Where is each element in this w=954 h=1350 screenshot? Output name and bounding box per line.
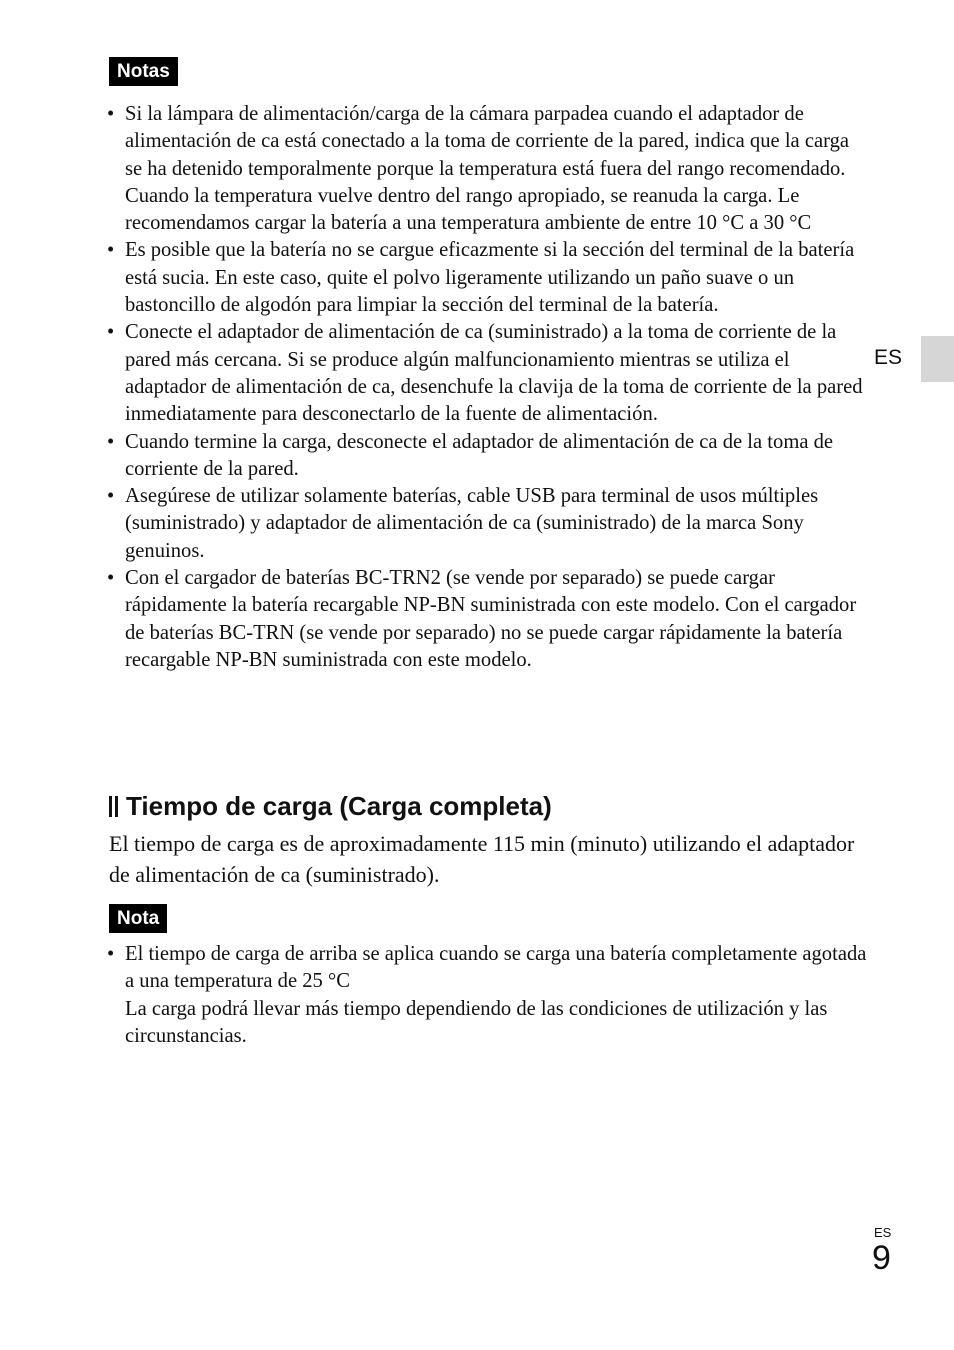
list-item [107, 101, 867, 237]
note-text: Cuando termine la carga, desconecte el adaptador de alimentación de ca de la toma de corriente de la pared. [125, 430, 834, 480]
bullet: • [107, 103, 115, 125]
footer-language: ES [874, 1225, 892, 1240]
list-item [107, 237, 867, 319]
bullet: • [107, 943, 115, 965]
bullet: • [107, 485, 115, 508]
bullet: • [107, 430, 115, 453]
nota-label: Nota [109, 904, 167, 933]
bullet: • [107, 567, 115, 590]
language-tab-label: ES [874, 346, 903, 369]
note-text: Si la lámpara de alimentación/carga de la cámara parpadea cuando el adaptador de alimentación de ca está conectado a la toma de corriente de la pared, indica que la carga se ha detenido temporalmente porque la temperatura está fuera del rango recomendado. Cuando la temperatura vuelve dentro del rango apropiado, se reanuda la carga. Le recomendamos cargar la batería a una temperatura ambiente de entre 10 °C a 30 °C [125, 103, 850, 235]
bullet: • [107, 239, 115, 262]
list-item [107, 565, 867, 674]
note-text: Conecte el adaptador de alimentación de ca (suministrado) a la toma de corriente de la pared más cercana. Si se produce algún malfuncionamiento mientras se utiliza el adaptador de alimentación de ca, desenchufe la clavija de la toma de corriente de la pared inmediatamente para desconectarlo de la fuente de alimentación. [125, 321, 863, 426]
note-text: Es posible que la batería no se cargue eficazmente si la sección del terminal de la batería está sucia. En este caso, quite el polvo ligeramente utilizando un paño suave o un bastoncillo de algodón para limpiar la sección del terminal de la batería. [125, 239, 855, 317]
list-item [107, 941, 867, 1050]
notes-label: Notas [109, 57, 178, 86]
charge-time-paragraph: El tiempo de carga es de aproximadamente 115 min (minuto) utilizando el adaptador de alimentación de ca (suministrado). [109, 831, 855, 887]
note-text-continuation: La carga podrá llevar más tiempo dependiendo de las condiciones de utilización y las circunstancias. [125, 997, 828, 1047]
list-item [107, 429, 867, 484]
section-marker-icon [109, 796, 118, 817]
page-number: 9 [872, 1239, 891, 1277]
notes-list [107, 101, 867, 674]
note-text: Asegúrese de utilizar solamente baterías, cable USB para terminal de usos múltiples (suministrado) y adaptador de alimentación de ca (suministrado) de la marca Sony genuinos. [125, 485, 819, 562]
section-heading [109, 788, 552, 824]
list-item [107, 319, 867, 428]
note-text: Con el cargador de baterías BC-TRN2 (se vende por separado) se puede cargar rápidamente la batería recargable NP-BN suministrada con este modelo. Con el cargador de baterías BC-TRN (se vende por separado) no se puede cargar rápidamente la batería recargable NP-BN suministrada con este modelo. [125, 567, 857, 671]
nota-list [107, 941, 867, 1050]
section-heading-text: Tiempo de carga (Carga completa) [126, 791, 552, 821]
language-tab [921, 336, 954, 382]
bullet: • [107, 321, 115, 344]
list-item [107, 483, 867, 565]
note-text: El tiempo de carga de arriba se aplica cuando se carga una batería completamente agotada a una temperatura de 25 °C [125, 943, 867, 993]
